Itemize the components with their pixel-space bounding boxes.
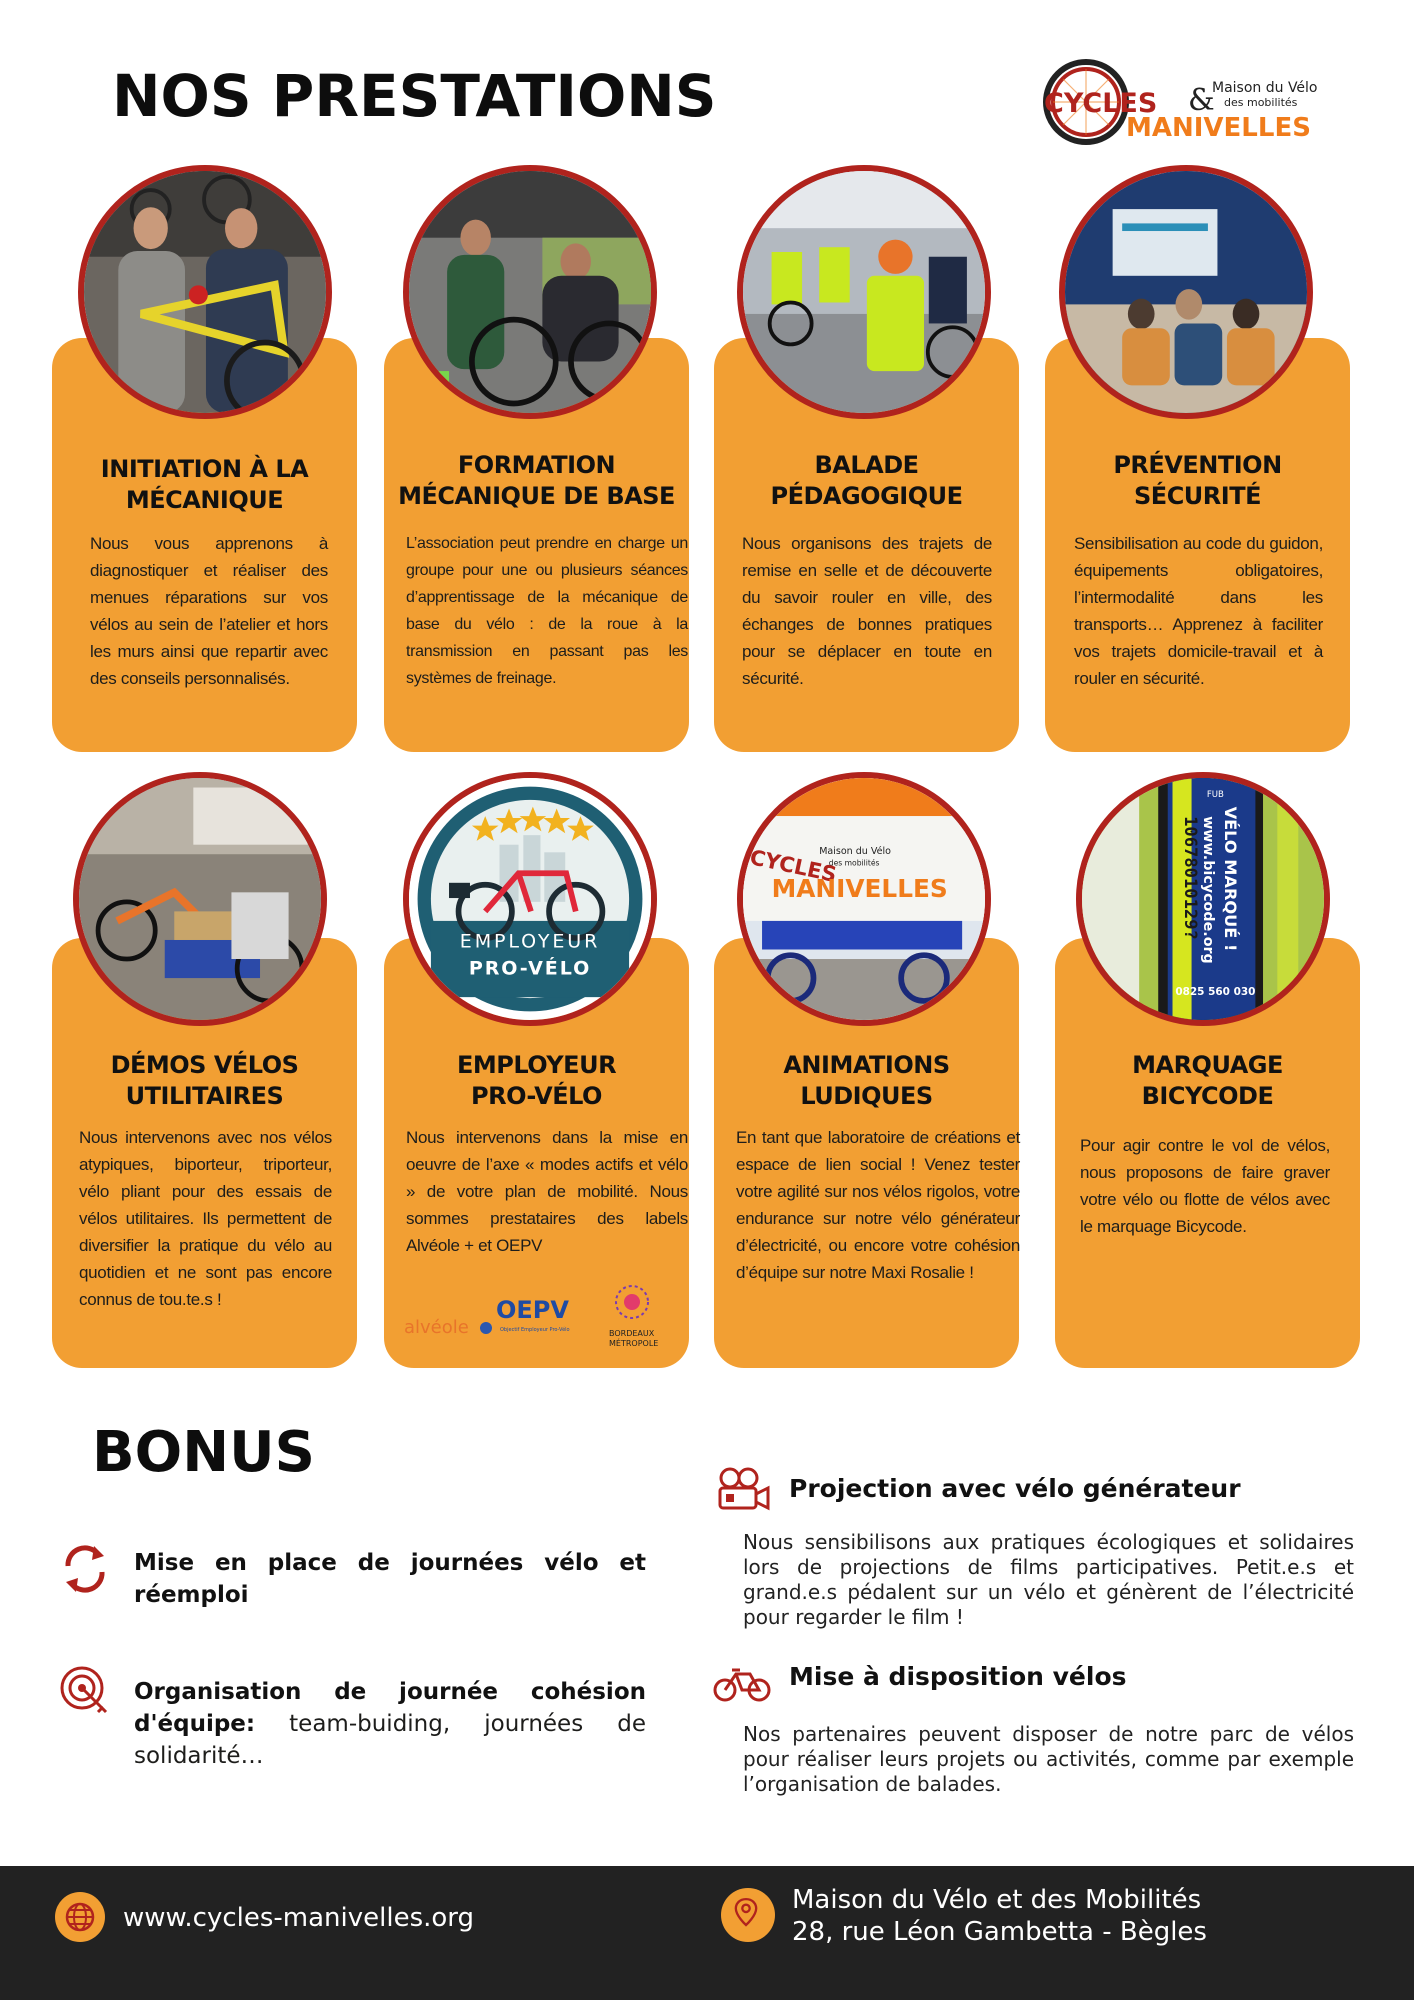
bike-repair-workshop-photo — [78, 165, 332, 419]
service-title: MARQUAGE BICYCODE — [1132, 1051, 1283, 1110]
service-description: Sensibilisation au code du guidon, équipements obligatoires, l’intermodalité dans les transports… Apprenez à faciliter vos trajets domicile-travail et à rouler en sécurité. — [1074, 534, 1323, 688]
svg-text:MÉTROPOLE: MÉTROPOLE — [609, 1339, 659, 1348]
svg-text:VÉLO MARQUÉ !: VÉLO MARQUÉ ! — [1220, 806, 1240, 952]
bonus-cohesion: Organisation de journée cohésion d'équipe: team-buiding, journées de solidarité… — [134, 1679, 646, 1769]
employeur-pro-velo-badge — [403, 772, 657, 1026]
website-link[interactable]: www.cycles-manivelles.org — [123, 1903, 475, 1933]
service-description: Nous intervenons dans la mise en oeuvre de l’axe « modes actifs et vélo » de votre plan de mobilité. Nous sommes prestataires des labels Alvéole + et OEPV — [406, 1128, 688, 1255]
page-title: NOS PRESTATIONS — [112, 62, 717, 130]
mechanics-training-photo — [403, 165, 657, 419]
svg-text:0825 560 030: 0825 560 030 — [1175, 986, 1256, 999]
service-title: INITIATION À LA MÉCANIQUE — [100, 455, 309, 514]
service-description: Nous organisons des trajets de remise en selle et de découverte du savoir rouler en ville, des échanges de bonnes pratiques pour se déplacer en toute en sécurité. — [742, 534, 992, 688]
svg-text:Maison du Vélo: Maison du Vélo — [819, 846, 891, 858]
footer-address: Maison du Vélo et des Mobilités 28, rue Léon Gambetta - Bègles — [792, 1885, 1207, 1947]
film-projector-icon — [714, 1466, 770, 1514]
bordeaux-metropole-logo — [609, 1286, 658, 1348]
logo-tagline-2: des mobilités — [1224, 96, 1298, 109]
service-description: Nous vous apprenons à diagnostiquer et réaliser des menues réparations sur vos vélos au sein de l’atelier et hors les murs ainsi que repartir avec des conseils personnalisés. — [90, 534, 328, 688]
logo-tagline-1: Maison du Vélo — [1212, 80, 1318, 96]
svg-text:MANIVELLES: MANIVELLES — [771, 874, 948, 904]
group-ride-photo — [737, 165, 991, 419]
svg-text:10678010129?: 10678010129? — [1179, 816, 1200, 940]
svg-text:des mobilités: des mobilités — [828, 858, 880, 868]
bonus-journees-velo: Mise en place de journées vélo et réemploi — [134, 1550, 646, 1608]
oepv-subtitle: Objectif Employeur Pro-Vélo — [500, 1327, 570, 1333]
mise-a-disposition-description: Nos partenaires peuvent disposer de notre parc de vélos pour réaliser leurs projets ou activités, comme par exemple l’organisation de balades. — [743, 1722, 1354, 1796]
service-title: ANIMATIONS LUDIQUES — [783, 1051, 950, 1110]
target-icon — [58, 1664, 112, 1718]
projection-title: Projection avec vélo générateur — [789, 1474, 1241, 1503]
service-title: FORMATION MÉCANIQUE DE BASE — [398, 451, 675, 510]
service-title: BALADE PÉDAGOGIQUE — [770, 451, 963, 510]
mise-a-disposition-title: Mise à disposition vélos — [789, 1662, 1127, 1691]
logo-word-manivelles: MANIVELLES — [1126, 113, 1311, 143]
safety-presentation-photo — [1059, 165, 1313, 419]
logo-word-cycles: CYCLES — [1044, 88, 1158, 119]
service-title: PRÉVENTION SÉCURITÉ — [1113, 451, 1282, 510]
svg-text:BORDEAUX: BORDEAUX — [609, 1329, 655, 1338]
projection-description: Nous sensibilisons aux pratiques écologiques et solidaires lors de projections de films participatives. Petit.e.s et grand.e.s pédalent sur un vélo et génèrent de l’électricité pour regarder le film ! — [743, 1530, 1354, 1629]
bicycle-icon — [712, 1664, 772, 1704]
recycle-arrows-icon — [58, 1542, 112, 1596]
service-description: Nous intervenons avec nos vélos atypiques, biporteur, triporteur, vélo pliant pour des essais de vélos utilitaires. Ils permettent de diversifier la pratique du vélo au quotidien et ne sont pas encore connus de tou.te.s ! — [79, 1128, 332, 1309]
svg-text:PRO-VÉLO: PRO-VÉLO — [468, 957, 592, 980]
footer — [0, 1866, 1414, 2000]
maxi-rosalie-photo — [737, 772, 991, 1026]
cargo-bikes-photo — [73, 772, 327, 1026]
partner-logos — [404, 1278, 664, 1358]
oepv-logo: OEPV — [496, 1296, 569, 1324]
globe-icon — [55, 1892, 105, 1942]
service-title: EMPLOYEUR PRO-VÉLO — [456, 1051, 617, 1110]
bicycode-sticker-photo — [1076, 772, 1330, 1026]
svg-text:www.bicycode.org: www.bicycode.org — [1199, 816, 1216, 964]
service-description: L’association peut prendre en charge un groupe pour une ou plusieurs séances d’apprentissage de la mécanique de base du vélo : de la roue à la transmission en passant pas les systèmes de freinage. — [406, 535, 688, 687]
bonus-title: BONUS — [92, 1420, 315, 1485]
alveole-logo: alvéole — [404, 1317, 469, 1338]
svg-text:EMPLOYEUR: EMPLOYEUR — [459, 930, 601, 953]
service-description: En tant que laboratoire de créations et espace de lien social ! Venez tester votre agilité sur nos vélos rigolos, votre endurance sur notre vélo générateur d’électricité, ou encore votre cohésion d’équipe sur notre Maxi Rosalie ! — [736, 1128, 1020, 1282]
service-description: Pour agir contre le vol de vélos, nous proposons de faire graver votre vélo ou flotte de vélos avec le marquage Bicycode. — [1080, 1136, 1330, 1236]
cycles-manivelles-logo — [1040, 52, 1320, 152]
svg-text:FUB: FUB — [1206, 790, 1224, 801]
svg-text:CYCLES: CYCLES — [747, 845, 839, 887]
location-pin-icon — [721, 1888, 775, 1942]
service-title: DÉMOS VÉLOS UTILITAIRES — [110, 1051, 299, 1110]
logo-ampersand: & — [1188, 83, 1215, 118]
